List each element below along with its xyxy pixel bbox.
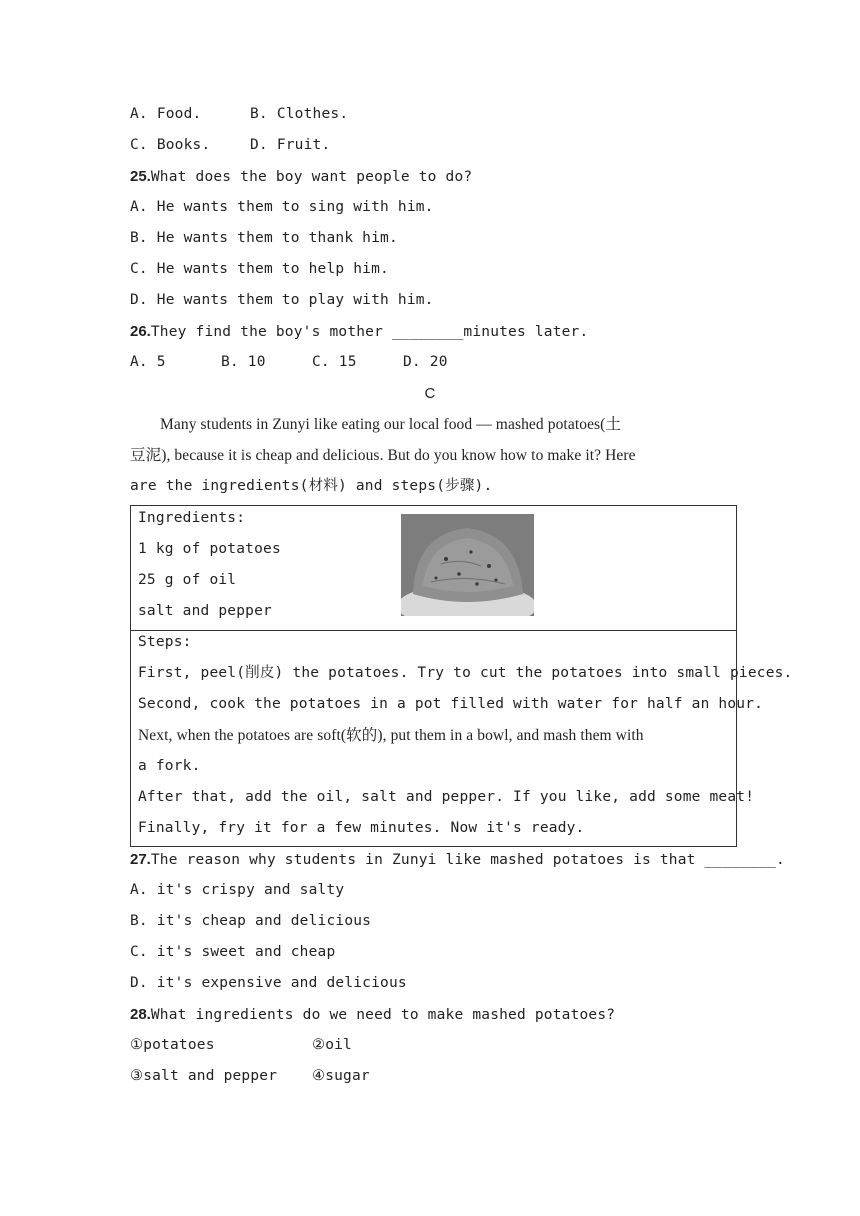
recipe-table <box>130 505 793 847</box>
ingredient-oil: 25 g of oil <box>138 572 237 588</box>
q28-choice-1: ①potatoes <box>130 1037 215 1053</box>
q27-text: The reason why students in Zunyi like mashed potatoes is that ________. <box>150 852 785 868</box>
q28-choice-2: ②oil <box>312 1037 352 1053</box>
q27-question <box>130 844 785 875</box>
q24-options-row-1 <box>130 99 348 130</box>
q28-text: What ingredients do we need to make mashed potatoes? <box>150 1007 616 1023</box>
step-line-4: a fork. <box>138 758 201 774</box>
q26-option-c: C. 15 <box>312 354 357 370</box>
q28-choice-3: ③salt and pepper <box>130 1068 278 1084</box>
ingredient-salt-pepper: salt and pepper <box>138 603 272 619</box>
section-c-intro-line-1: Many students in Zunyi like eating our local food — mashed potatoes(土 <box>160 416 622 433</box>
q26-question <box>130 316 588 347</box>
q26-option-d: D. 20 <box>403 354 448 370</box>
ingredients-title: Ingredients: <box>138 510 246 526</box>
q27-number: 27. <box>130 851 151 868</box>
q28-choices-row-2 <box>130 1061 370 1092</box>
step-line-3: Next, when the potatoes are soft(软的), put them in a bowl, and mash them with <box>138 727 644 744</box>
q26-text: They find the boy's mother ________minutes later. <box>150 324 589 340</box>
q27-option-b: B. it's cheap and delicious <box>130 913 372 929</box>
q24-options-row-2 <box>130 130 330 161</box>
section-c-intro-line-3: are the ingredients(材料) and steps(步骤). <box>130 478 493 494</box>
q25-text: What does the boy want people to do? <box>150 169 473 185</box>
q28-question <box>130 999 615 1030</box>
q25-question <box>130 161 472 192</box>
steps-title: Steps: <box>138 634 192 650</box>
ingredient-potatoes: 1 kg of potatoes <box>138 541 281 557</box>
q25-option-d: D. He wants them to play with him. <box>130 292 434 308</box>
q26-option-a: A. 5 <box>130 354 166 370</box>
q28-choices-row-1 <box>130 1030 352 1061</box>
q25-number: 25. <box>130 168 151 185</box>
q26-number: 26. <box>130 323 151 340</box>
q28-choice-4: ④sugar <box>312 1068 370 1084</box>
q28-number: 28. <box>130 1006 151 1023</box>
q25-option-a: A. He wants them to sing with him. <box>130 199 434 215</box>
step-line-1: First, peel(削皮) the potatoes. Try to cut the potatoes into small pieces. <box>138 665 793 681</box>
step-line-6: Finally, fry it for a few minutes. Now it's ready. <box>138 820 585 836</box>
section-c-heading: C <box>424 385 436 402</box>
recipe-divider <box>131 630 736 631</box>
q26-options <box>130 347 448 378</box>
q27-option-d: D. it's expensive and delicious <box>130 975 407 991</box>
q25-option-b: B. He wants them to thank him. <box>130 230 398 246</box>
step-line-5: After that, add the oil, salt and pepper. If you like, add some meat! <box>138 789 755 805</box>
step-line-2: Second, cook the potatoes in a pot filled with water for half an hour. <box>138 696 764 712</box>
q26-option-b: B. 10 <box>221 354 266 370</box>
q24-option-c: C. Books. <box>130 137 211 153</box>
q24-option-d: D. Fruit. <box>250 137 331 153</box>
q24-option-b: B. Clothes. <box>250 106 349 122</box>
q27-option-a: A. it's crispy and salty <box>130 882 345 898</box>
mashed-potatoes-photo <box>401 514 534 616</box>
q24-option-a: A. Food. <box>130 106 202 122</box>
q25-option-c: C. He wants them to help him. <box>130 261 389 277</box>
section-c-intro-line-2: 豆泥), because it is cheap and delicious. But do you know how to make it? Here <box>130 447 636 464</box>
q27-option-c: C. it's sweet and cheap <box>130 944 336 960</box>
